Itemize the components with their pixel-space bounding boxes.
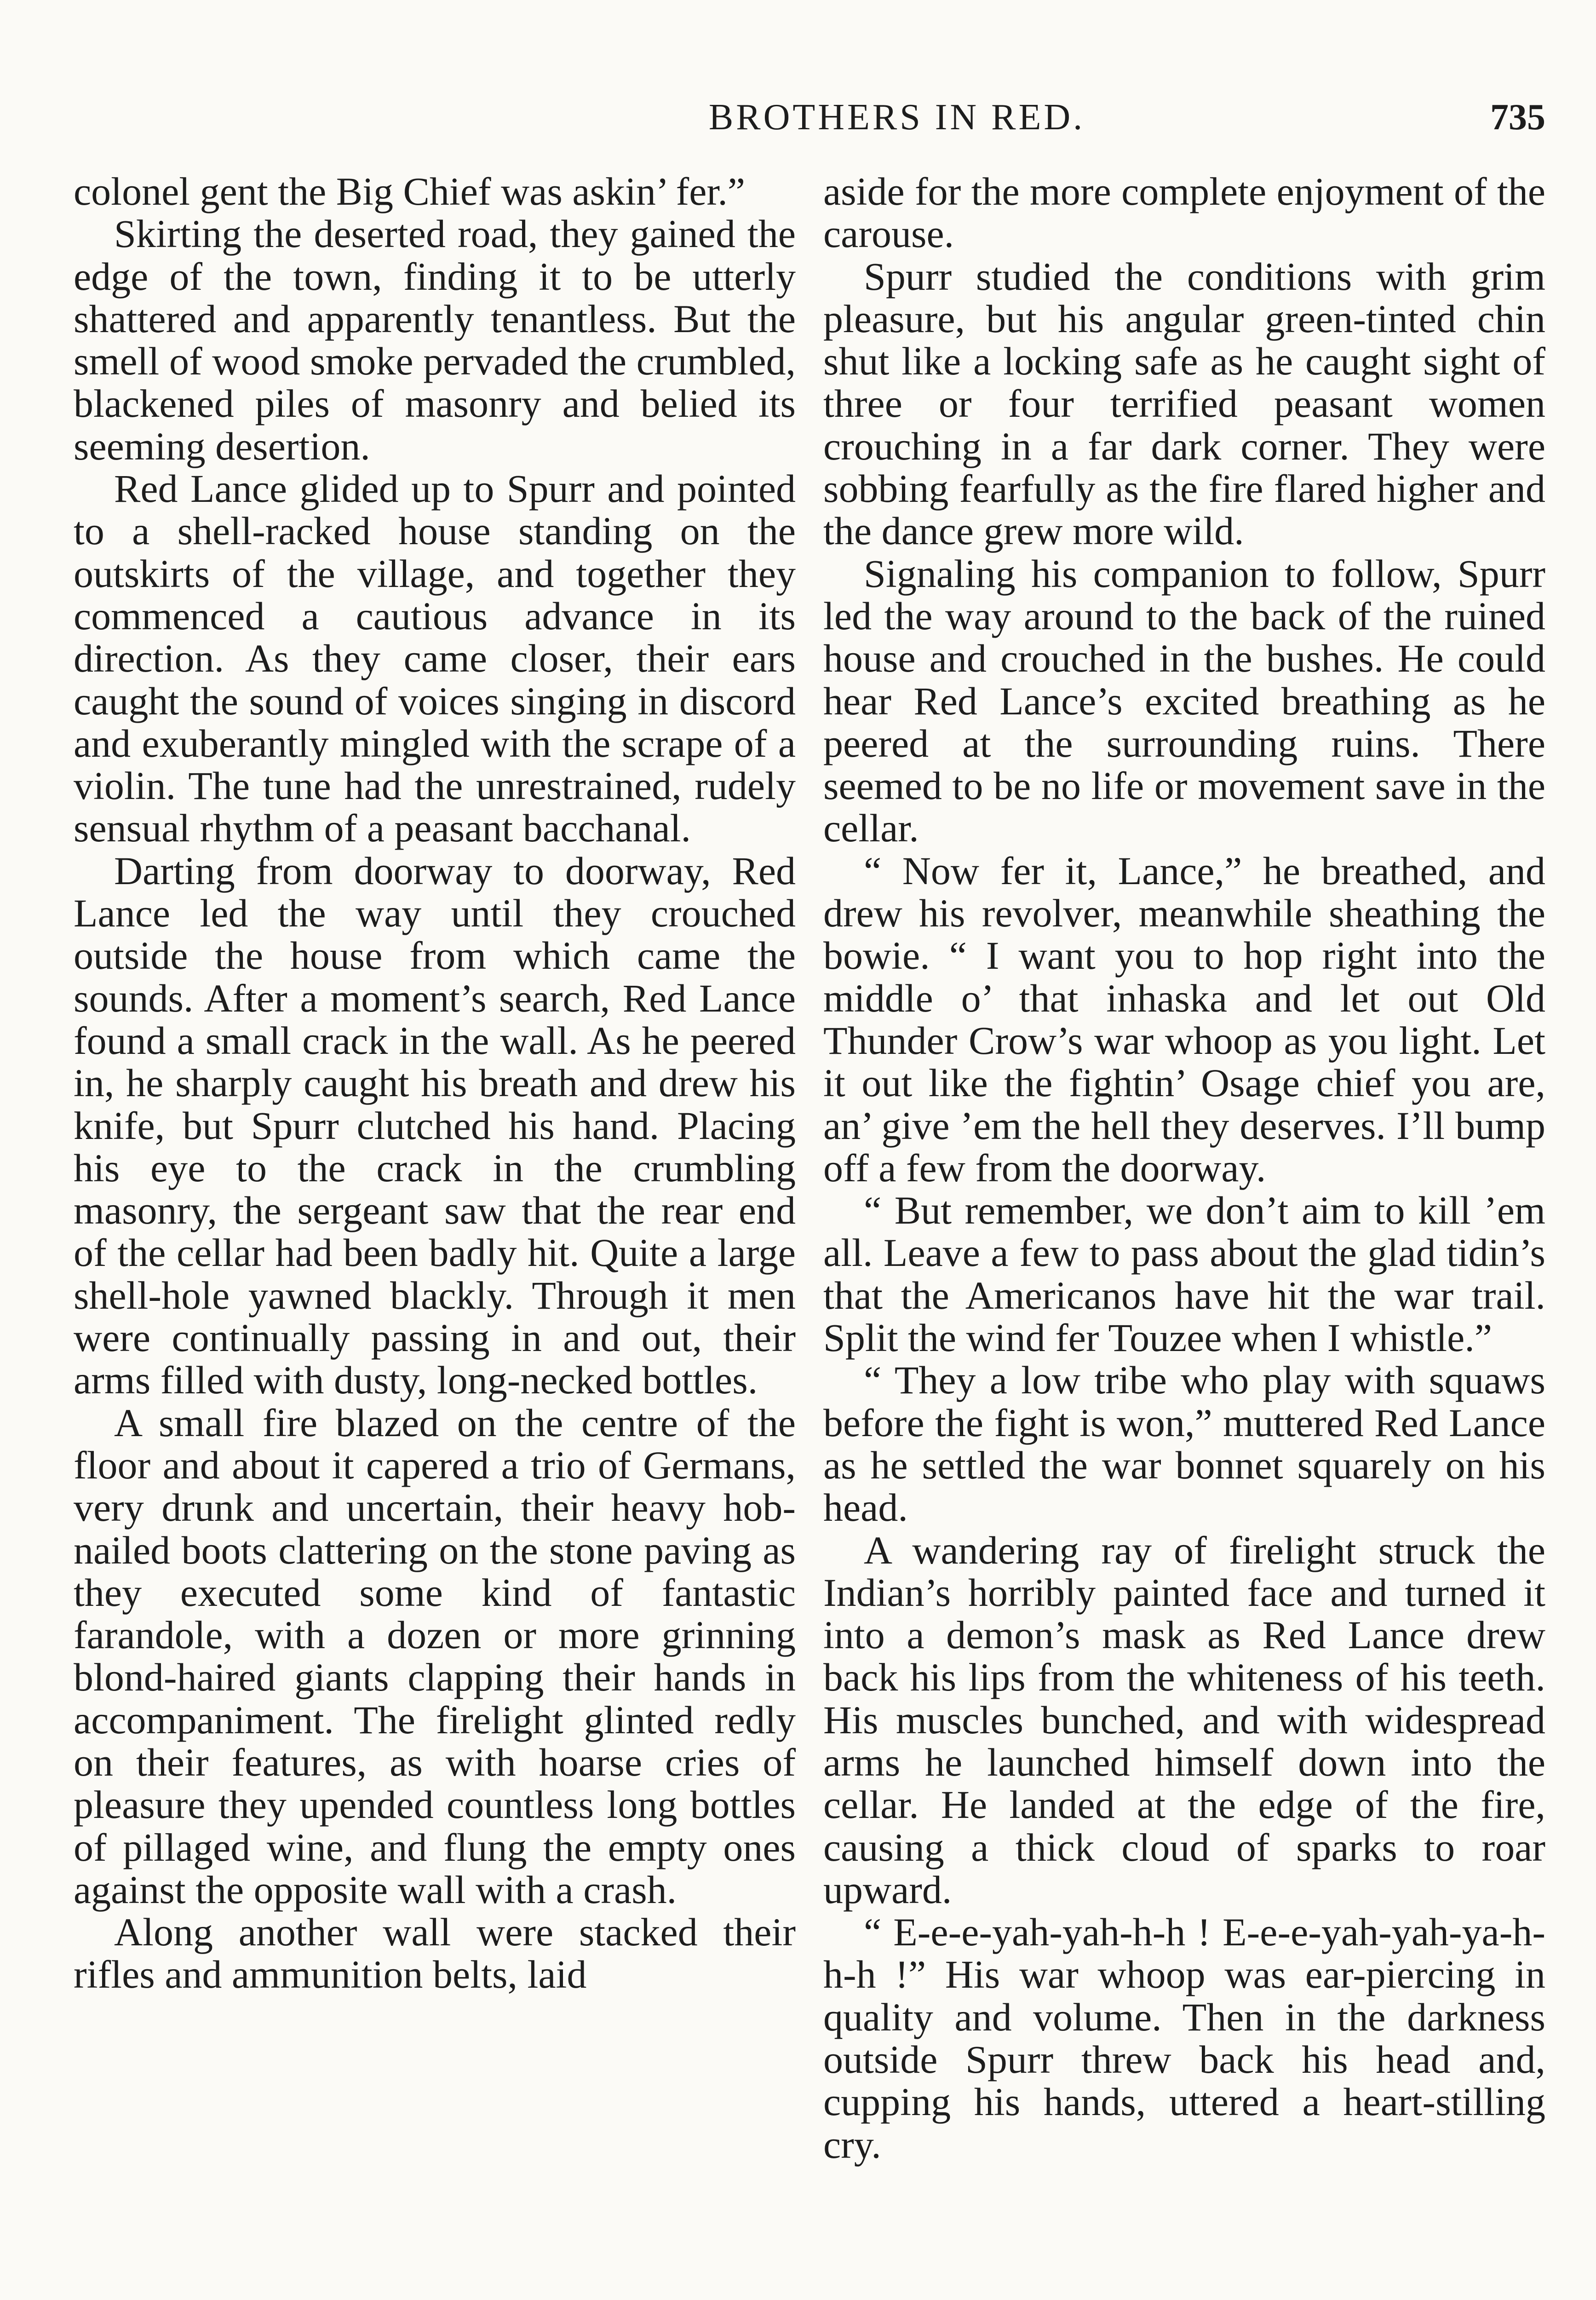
paragraph: Darting from doorway to doorway, Red Lance led the way until they crouched outside the house from which came the sounds. After a moment’s search, Red Lance found a small crack in the wall. As he peered in, he sharply caught his breath and drew his knife, but Spurr clutched his hand. Placing his eye to the crack in the crumbling masonry, the sergeant saw that the rear end of the cellar had been badly hit. Quite a large shell-hole yawned blackly. Through it men were continually passing in and out, their arms filled with dusty, long-necked bottles. <box>74 848 796 1403</box>
left-column <box>74 170 796 1996</box>
paragraph: “ They a low tribe who play with squaws before the fight is won,” muttered Red Lance as he settled the war bonnet squarely on his head. <box>823 1358 1545 1530</box>
paragraph: colonel gent the Big Chief was askin’ fer.” <box>74 169 745 213</box>
running-head <box>74 92 1545 143</box>
paragraph: “ Now fer it, Lance,” he breathed, and drew his revolver, meanwhile sheathing the bowie. “ I want you to hop right into the middle o’ that inhaska and let out Old Thunder Crow’s war whoop as you light. Let it out like the fightin’ Osage chief you are, an’ give ’em the hell they deserves. I’ll bump off a few from the doorway. <box>823 848 1545 1190</box>
paragraph: aside for the more complete enjoyment of the carouse. <box>823 169 1545 256</box>
paragraph: “ But remember, we don’t aim to kill ’em all. Leave a few to pass about the glad tidin’s that the Americanos have hit the war trail. Split the wind fer Touzee when I whistle.” <box>823 1188 1545 1360</box>
paragraph: Along another wall were stacked their rifles and ammunition belts, laid <box>74 1910 796 1997</box>
paragraph: Red Lance glided up to Spurr and pointed to a shell-racked house standing on the outskirts of the village, and together they commenced a cautious advance in its direction. As they came closer, their ears caught the sound of voices singing in discord and exuberantly mingled with the scrape of a violin. The tune had the unrestrained, rudely sensual rhythm of a peasant bacchanal. <box>74 466 796 851</box>
paragraph: Signaling his companion to follow, Spurr led the way around to the back of the ruined house and crouched in the bushes. He could hear Red Lance’s excited breathing as he peered at the surrounding ruins. There seemed to be no life or movement save in the cellar. <box>823 551 1545 851</box>
paragraph: “ E-e-e-yah-yah-h-h ! E-e-e-yah-yah-ya-h-h-h !” His war whoop was ear-piercing in quality and volume. Then in the darkness outside Spurr threw back his head and, cupping his hands, uttered a heart-stilling cry. <box>823 1910 1545 2167</box>
right-column <box>823 170 1545 2166</box>
paragraph: Spurr studied the conditions with grim pleasure, but his angular green-tinted chin shut like a locking safe as he caught sight of three or four terrified peasant women crouching in a far dark corner. They were sobbing fearfully as the fire flared higher and the dance grew more wild. <box>823 254 1545 553</box>
paragraph: A wandering ray of firelight struck the Indian’s horribly painted face and turned it into a demon’s mask as Red Lance drew back his lips from the whiteness of his teeth. His muscles bunched, and with widespread arms he launched himself down into the cellar. He landed at the edge of the fire, causing a thick cloud of sparks to roar upward. <box>823 1528 1545 1912</box>
paragraph: Skirting the deserted road, they gained the edge of the town, finding it to be utterly shattered and apparently tenantless. But the smell of wood smoke pervaded the crumbled, blackened piles of masonry and belied its seeming desertion. <box>74 212 796 468</box>
paragraph: A small fire blazed on the centre of the floor and about it capered a trio of Germans, very drunk and uncertain, their heavy hob-nailed boots clattering on the stone paving as they executed some kind of fantastic farandole, with a dozen or more grinning blond-haired giants clapping their hands in accompaniment. The firelight glinted redly on their features, as with hoarse cries of pleasure they upended countless long bottles of pillaged wine, and flung the empty ones against the opposite wall with a crash. <box>74 1400 796 1912</box>
running-title: BROTHERS IN RED. <box>708 97 1085 138</box>
page-number: 735 <box>1490 97 1545 138</box>
